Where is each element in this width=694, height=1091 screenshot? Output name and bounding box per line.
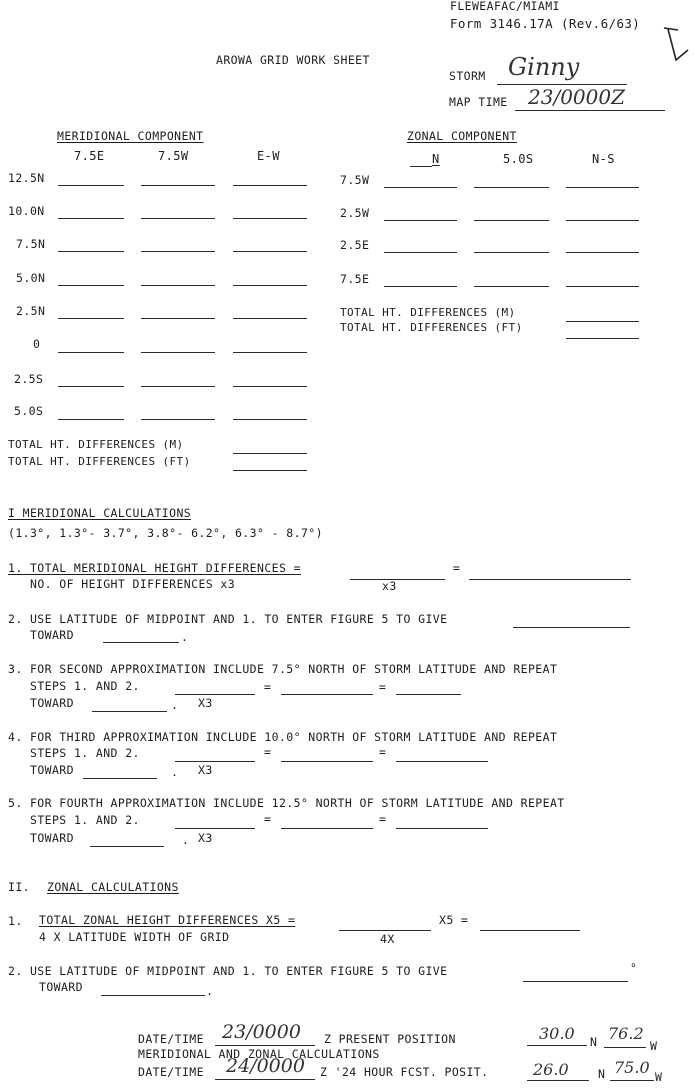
meridional-step5-toward-field[interactable] xyxy=(90,846,164,847)
meridional-step5-eq1: = xyxy=(264,812,272,826)
meridional-step3-toward: TOWARD xyxy=(30,696,74,710)
present-lat-line xyxy=(527,1045,587,1046)
meridional-field[interactable] xyxy=(233,352,307,353)
meridional-step1-x3: x3 xyxy=(382,579,397,593)
meridional-field[interactable] xyxy=(233,318,307,319)
meridional-step4-eq1: = xyxy=(264,745,272,759)
map-time-label: MAP TIME xyxy=(449,95,508,109)
meridional-step5-field-c[interactable] xyxy=(396,828,488,829)
zonal-calc-number: II. xyxy=(8,880,30,894)
meridional-row-label: 7.5N xyxy=(16,237,46,251)
zonal-total-m-field[interactable] xyxy=(566,321,639,322)
forecast-datetime-value[interactable]: 24/0000 xyxy=(226,1055,305,1077)
forecast-lon-w: W xyxy=(655,1070,663,1084)
dot: . xyxy=(171,698,179,712)
meridional-step5-field-b[interactable] xyxy=(281,828,373,829)
zonal-step1-field-b[interactable] xyxy=(480,930,580,931)
zonal-field[interactable] xyxy=(384,286,457,287)
zonal-field[interactable] xyxy=(384,187,457,188)
meridional-step4-eq2: = xyxy=(379,745,387,759)
meridional-field[interactable] xyxy=(58,318,124,319)
present-lat-n: N xyxy=(590,1035,598,1049)
meridional-step2-field[interactable] xyxy=(513,627,630,628)
meridional-step3-field-a[interactable] xyxy=(175,694,255,695)
meridional-step4-text: 4. FOR THIRD APPROXIMATION INCLUDE 10.0° NORTH OF STORM LATITUDE AND REPEAT xyxy=(8,730,558,744)
meridional-field[interactable] xyxy=(233,419,307,420)
present-datetime-value[interactable]: 23/0000 xyxy=(222,1021,301,1043)
meridional-total-m-label: TOTAL HT. DIFFERENCES (M) xyxy=(8,438,184,451)
meridional-step2-text: 2. USE LATITUDE OF MIDPOINT AND 1. TO ENTER FIGURE 5 TO GIVE xyxy=(8,612,448,626)
zonal-field[interactable] xyxy=(474,220,549,221)
meridional-field[interactable] xyxy=(141,285,215,286)
forecast-lon-value[interactable]: 75.0 xyxy=(614,1058,650,1077)
meridional-step4-field-c[interactable] xyxy=(396,761,488,762)
meridional-field[interactable] xyxy=(58,218,124,219)
meridional-field[interactable] xyxy=(233,218,307,219)
meridional-row-label: 2.5S xyxy=(14,372,44,386)
meridional-step3-field-c[interactable] xyxy=(396,694,461,695)
meridional-step1-eq: = xyxy=(453,561,461,575)
meridional-step4-x3: X3 xyxy=(198,763,213,777)
zonal-total-ft-label: TOTAL HT. DIFFERENCES (FT) xyxy=(340,321,523,334)
zonal-total-ft-field[interactable] xyxy=(566,338,639,339)
meridional-calc-heading: I MERIDIONAL CALCULATIONS xyxy=(8,506,192,520)
meridional-field[interactable] xyxy=(58,386,124,387)
meridional-total-ft-field[interactable] xyxy=(233,470,307,471)
zonal-step2-toward: TOWARD xyxy=(39,980,83,994)
zonal-step1-x5: X5 = xyxy=(439,913,469,927)
dot: . xyxy=(182,833,190,847)
org-label: FLEWEAFAC/MIAMI xyxy=(450,0,560,13)
forecast-lat-value[interactable]: 26.0 xyxy=(533,1060,569,1079)
meridional-step1-denominator: NO. OF HEIGHT DIFFERENCES x3 xyxy=(30,577,236,591)
meridional-step3-eq1: = xyxy=(264,680,272,694)
zonal-step2-field[interactable] xyxy=(523,981,628,982)
meridional-field[interactable] xyxy=(141,185,215,186)
zonal-heading: ZONAL COMPONENT xyxy=(407,129,517,143)
checkmark-icon xyxy=(658,24,694,68)
dot: . xyxy=(206,984,214,998)
meridional-step3-field-b[interactable] xyxy=(281,694,373,695)
meridional-row-label: 12.5N xyxy=(8,171,45,185)
present-datetime-line xyxy=(215,1045,315,1046)
meridional-step5-text: 5. FOR FOURTH APPROXIMATION INCLUDE 12.5° NORTH OF STORM LATITUDE AND REPEAT xyxy=(8,796,565,810)
page-title: AROWA GRID WORK SHEET xyxy=(216,53,370,67)
zonal-step1-numerator: TOTAL ZONAL HEIGHT DIFFERENCES X5 = xyxy=(39,913,296,927)
zonal-row-label: 7.5E xyxy=(340,272,370,286)
meridional-row-label: 5.0N xyxy=(16,271,46,285)
zonal-field[interactable] xyxy=(566,286,639,287)
meridional-step5-eq2: = xyxy=(379,812,387,826)
meridional-step4-field-b[interactable] xyxy=(281,761,373,762)
zonal-calc-heading: ZONAL CALCULATIONS xyxy=(47,880,179,894)
zonal-step2-toward-field[interactable] xyxy=(101,995,205,996)
present-lon-w: W xyxy=(650,1039,658,1053)
meridional-field[interactable] xyxy=(58,419,124,420)
meridional-step3-steps: STEPS 1. AND 2. xyxy=(30,679,140,693)
meridional-step2-toward: TOWARD xyxy=(30,628,74,642)
dot: . xyxy=(181,630,189,644)
storm-value[interactable]: Ginny xyxy=(508,53,580,81)
forecast-position-label: Z '24 HOUR FCST. POSIT. xyxy=(320,1065,489,1079)
meridional-step3-eq2: = xyxy=(379,680,387,694)
present-lon-line xyxy=(604,1047,646,1048)
meridional-field[interactable] xyxy=(141,419,215,420)
zonal-field[interactable] xyxy=(474,252,549,253)
meridional-col-e-w: E-W xyxy=(257,149,280,163)
meridional-step5-field-a[interactable] xyxy=(175,828,255,829)
meridional-step3-toward-field[interactable] xyxy=(92,711,167,712)
meridional-field[interactable] xyxy=(141,352,215,353)
meridional-step2-toward-field[interactable] xyxy=(103,642,179,643)
meridional-field[interactable] xyxy=(141,386,215,387)
zonal-field[interactable] xyxy=(566,187,639,188)
meridional-heading: MERIDIONAL COMPONENT xyxy=(57,129,204,143)
meridional-row-label: 10.0N xyxy=(8,204,45,218)
zonal-field[interactable] xyxy=(474,187,549,188)
map-time-line xyxy=(515,110,665,111)
meridional-step3-text: 3. FOR SECOND APPROXIMATION INCLUDE 7.5° NORTH OF STORM LATITUDE AND REPEAT xyxy=(8,662,558,676)
calc-method-line: MERIDIONAL AND ZONAL CALCULATIONS xyxy=(138,1047,380,1061)
zonal-step2-text: 2. USE LATITUDE OF MIDPOINT AND 1. TO ENTER FIGURE 5 TO GIVE xyxy=(8,964,448,978)
present-lon-value[interactable]: 76.2 xyxy=(608,1024,644,1043)
zonal-row-label: 2.5E xyxy=(340,238,370,252)
meridional-step4-field-a[interactable] xyxy=(175,761,255,762)
meridional-step5-toward: TOWARD xyxy=(30,831,74,845)
forecast-lon-line xyxy=(610,1080,654,1081)
zonal-field[interactable] xyxy=(384,252,457,253)
zonal-col-n: N xyxy=(432,152,440,166)
meridional-field[interactable] xyxy=(141,251,215,252)
meridional-step4-toward: TOWARD xyxy=(30,763,74,777)
meridional-row-label: 2.5N xyxy=(16,304,46,318)
zonal-step1-4x: 4X xyxy=(380,932,395,946)
meridional-row-label: 0 xyxy=(33,337,41,351)
forecast-datetime-label: DATE/TIME xyxy=(138,1065,204,1079)
zonal-field[interactable] xyxy=(474,286,549,287)
zonal-field[interactable] xyxy=(384,220,457,221)
zonal-row-label: 7.5W xyxy=(340,173,370,187)
meridional-field[interactable] xyxy=(233,251,307,252)
meridional-field[interactable] xyxy=(58,285,124,286)
zonal-col-5.0s: 5.0S xyxy=(503,152,534,166)
latitude-ranges: (1.3°, 1.3°- 3.7°, 3.8°- 6.2°, 6.3° - 8.7°) xyxy=(8,526,323,540)
meridional-field[interactable] xyxy=(58,185,124,186)
meridional-field[interactable] xyxy=(141,218,215,219)
meridional-field[interactable] xyxy=(233,185,307,186)
meridional-field[interactable] xyxy=(141,318,215,319)
meridional-step4-steps: STEPS 1. AND 2. xyxy=(30,746,140,760)
forecast-lat-n: N xyxy=(598,1067,606,1081)
zonal-col-n-lead xyxy=(410,166,432,167)
meridional-col-7.5e: 7.5E xyxy=(74,149,105,163)
zonal-row-label: 2.5W xyxy=(340,206,370,220)
meridional-step1-field-b[interactable] xyxy=(469,579,631,580)
zonal-field[interactable] xyxy=(566,220,639,221)
meridional-step1-numerator: 1. TOTAL MERIDIONAL HEIGHT DIFFERENCES = xyxy=(8,561,301,575)
zonal-step1-denominator: 4 X LATITUDE WIDTH OF GRID xyxy=(39,930,230,944)
forecast-lat-line xyxy=(527,1080,589,1081)
zonal-step1-field-a[interactable] xyxy=(339,930,431,931)
zonal-field[interactable] xyxy=(566,252,639,253)
meridional-step3-x3: X3 xyxy=(198,696,213,710)
forecast-datetime-line xyxy=(215,1079,315,1080)
meridional-total-m-field[interactable] xyxy=(233,453,307,454)
meridional-field[interactable] xyxy=(233,386,307,387)
meridional-step1-field-a[interactable] xyxy=(350,579,445,580)
meridional-step4-toward-field[interactable] xyxy=(83,778,157,779)
dot: . xyxy=(171,765,179,779)
meridional-field[interactable] xyxy=(58,251,124,252)
meridional-field[interactable] xyxy=(58,352,124,353)
meridional-row-label: 5.0S xyxy=(14,404,44,418)
zonal-total-m-label: TOTAL HT. DIFFERENCES (M) xyxy=(340,306,516,319)
map-time-value[interactable]: 23/0000Z xyxy=(528,85,625,109)
meridional-step5-x3: X3 xyxy=(198,831,213,845)
zonal-step1-prefix: 1. xyxy=(8,914,23,928)
meridional-field[interactable] xyxy=(233,285,307,286)
storm-label: STORM xyxy=(449,69,486,83)
meridional-col-7.5w: 7.5W xyxy=(158,149,189,163)
meridional-step5-steps: STEPS 1. AND 2. xyxy=(30,813,140,827)
zonal-col-n-s: N-S xyxy=(592,152,615,166)
form-number: Form 3146.17A (Rev.6/63) xyxy=(450,16,641,31)
present-lat-value[interactable]: 30.0 xyxy=(539,1024,575,1043)
degree-symbol: ° xyxy=(630,961,638,975)
present-datetime-label: DATE/TIME xyxy=(138,1032,204,1046)
present-position-label: Z PRESENT POSITION xyxy=(324,1032,456,1046)
meridional-total-ft-label: TOTAL HT. DIFFERENCES (FT) xyxy=(8,455,191,468)
